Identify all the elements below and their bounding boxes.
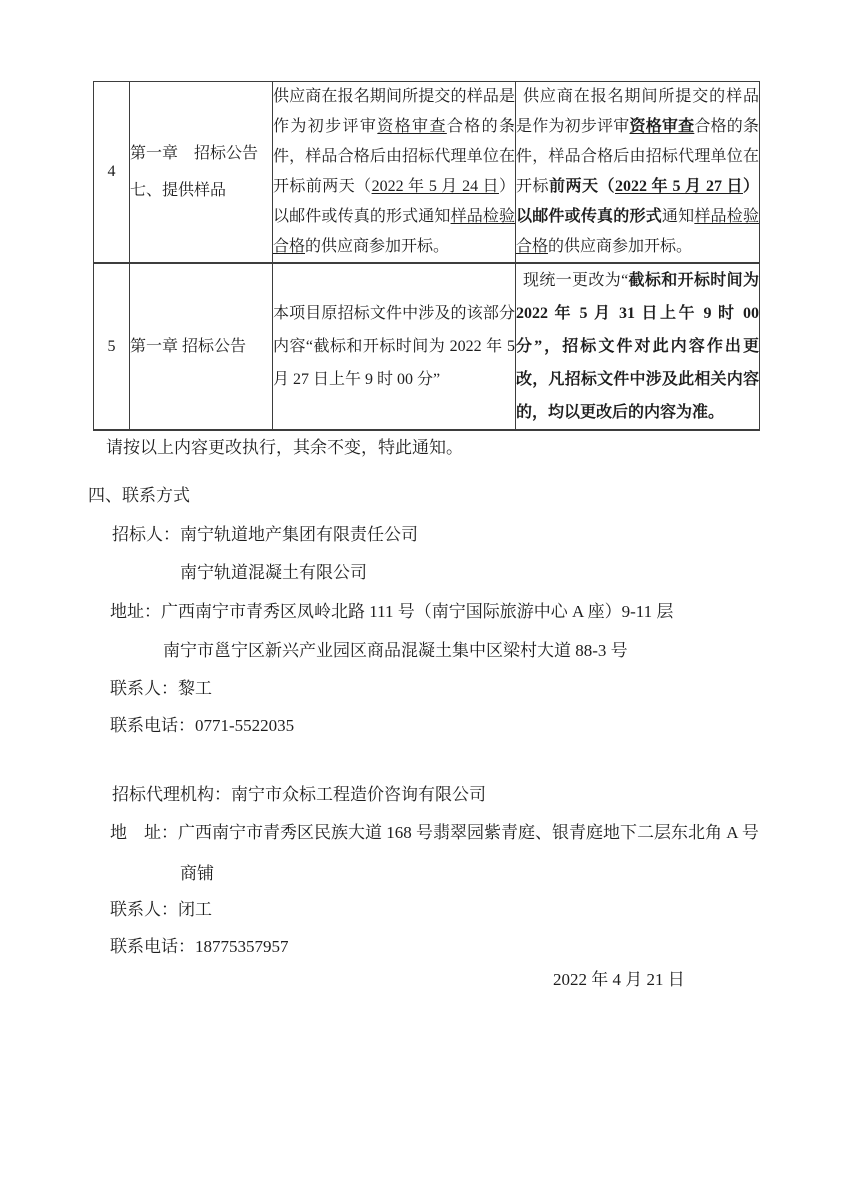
text-segment: 本项目原招标文件中涉及的该部分内容“截标和开标时间为 2022 年 5 月 27 日上午 9 时 00 分” (273, 305, 515, 388)
section-cell (130, 82, 273, 264)
tenderer-contact-person: 联系人：黎工 (110, 679, 212, 698)
underlined-qualification-review: 资格审查 (377, 118, 447, 135)
text-segment: 现统一更改为“ (523, 272, 629, 289)
text-segment: 供应商在报名期间所提交的样品是作为初步评审 (273, 88, 515, 135)
text-segment: 供应商在报名期间所提交的样品是作为初步评审 (516, 88, 759, 135)
bold-new-deadline: 截标和开标时间为 2022 年 5 月 31 日上午 9 时 00 分”，招标文件对此内容作出更改，凡招标文件中涉及此相关内容的，均以更改后的内容为准。 (516, 272, 759, 421)
tenderer-name-line-2: 南宁轨道混凝土有限公司 (180, 563, 367, 582)
bold-underlined-qualification-review: 资格审查 (629, 118, 695, 135)
text-segment: 的供应商参加开标。 (548, 238, 693, 255)
revised-content-cell (516, 263, 760, 430)
tenderer-name-line: 招标人：南宁轨道地产集团有限责任公司 (112, 525, 418, 544)
original-text (273, 297, 515, 396)
agency-name-line: 招标代理机构：南宁市众标工程造价咨询有限公司 (112, 785, 486, 804)
section-cell (130, 263, 273, 430)
section-item: 七、提供样品 (130, 182, 227, 199)
underlined-sample-pass: 样品检验合格 (516, 208, 759, 255)
table-row (94, 263, 760, 430)
row-number: 4 (107, 163, 116, 180)
bold-phrase: ）以邮件或传真的形式 (516, 178, 759, 225)
tenderer-address-line-1: 地址：广西南宁市青秀区凤岭北路 111 号（南宁国际旅游中心 A 座）9-11 层 (110, 602, 674, 621)
original-content-cell (273, 82, 516, 264)
revised-content-cell (516, 82, 760, 264)
tenderer-address-line-2: 南宁市邕宁区新兴产业园区商品混凝土集中区梁村大道 88-3 号 (163, 641, 628, 660)
bold-phrase: 前两天（ (549, 178, 615, 195)
revised-text (516, 82, 759, 262)
section-chapter: 第一章 招标公告 (130, 145, 259, 162)
underlined-date: 2022 年 5 月 24 日 (371, 178, 499, 195)
contact-section-title: 四、联系方式 (88, 486, 190, 505)
text-segment: 合格的条件，样品合格后由招标代理单位在开标前两天（ (273, 118, 515, 195)
text-segment: 的供应商参加开标。 (305, 238, 450, 255)
table-row (94, 82, 760, 264)
bold-underlined-date: 2022 年 5 月 27 日 (614, 178, 743, 195)
agency-phone: 联系电话：18775357957 (110, 937, 289, 956)
revised-text (516, 264, 759, 429)
closing-notice-line: 请按以上内容更改执行，其余不变，特此通知。 (106, 438, 463, 457)
section-chapter: 第一章 招标公告 (130, 338, 247, 355)
agency-address-line-2: 商铺 (180, 864, 214, 883)
row-number: 5 (107, 337, 116, 355)
text-segment: ）以邮件或传真的形式通知 (273, 178, 515, 225)
document-date: 2022 年 4 月 21 日 (553, 970, 685, 989)
text-segment: 通知 (661, 208, 695, 225)
agency-contact-person: 联系人：闭工 (110, 900, 212, 919)
text-segment: 合格的条件，样品合格后由招标代理单位在开标 (516, 118, 759, 195)
underlined-sample-pass: 样品检验合格 (273, 208, 515, 255)
original-content-cell (273, 263, 516, 430)
amendment-table (93, 81, 760, 431)
original-text (273, 82, 515, 262)
tenderer-phone: 联系电话：0771-5522035 (110, 716, 295, 735)
row-number-cell (94, 82, 130, 264)
row-number-cell (94, 263, 130, 430)
agency-address-line-1: 地 址：广西南宁市青秀区民族大道 168 号翡翠园紫青庭、银青庭地下二层东北角 A 号 (110, 823, 759, 842)
